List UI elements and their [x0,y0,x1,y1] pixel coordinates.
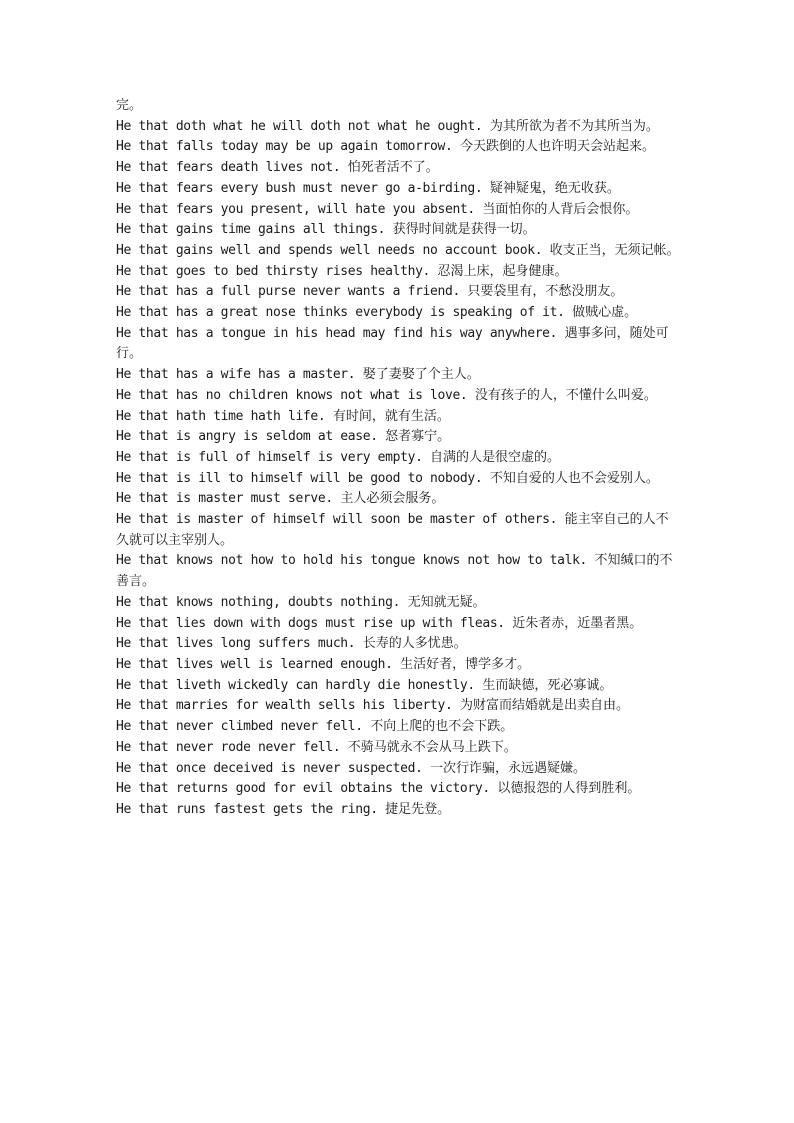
proverb-english: He that knows nothing, doubts nothing. [116,594,401,610]
proverb-line [116,200,680,221]
proverb-english: He that is ill to himself will be good to nobody. [116,470,483,486]
proverb-line [116,262,680,283]
proverb-english: He that gains time gains all things. [116,222,386,238]
proverb-chinese: 疑神疑鬼，绝无收获。 [489,180,620,196]
proverb-line [116,738,680,759]
proverb-chinese: 不向上爬的也不会下跌。 [370,719,514,735]
proverb-line [116,179,680,200]
proverb-english: He that doth what he will doth not what he ought. [116,118,483,134]
proverb-chinese: 不知自爱的人也不会爱别人。 [489,470,659,486]
proverb-english: He that fears death lives not. [116,160,341,176]
proverb-english: He that runs fastest gets the ring. [116,801,378,817]
proverb-english: He that is master must serve. [116,491,333,507]
proverb-english: He that fears you present, will hate you absent. [116,201,475,217]
proverb-chinese: 做贼心虚。 [572,305,638,321]
proverb-chinese: 娶了妻娶了个主人。 [362,367,480,383]
proverb-chinese: 收支正当，无须记帐。 [549,242,680,258]
proverb-line [116,241,680,262]
proverb-line [116,676,680,697]
proverb-chinese: 捷足先登。 [385,801,451,817]
proverb-chinese: 当面怕你的人背后会恨你。 [482,201,639,217]
proverb-english: He that has a full purse never wants a friend. [116,284,460,300]
proverb-line [116,696,680,717]
proverb-line [116,448,680,469]
proverb-line [116,365,680,386]
proverb-chinese: 自满的人是很空虚的。 [430,449,561,465]
proverb-chinese: 获得时间就是获得一切。 [392,222,536,238]
proverb-chinese: 以德报怨的人得到胜利。 [497,781,641,797]
proverb-line [116,407,680,428]
proverb-line [116,779,680,800]
proverb-english: He that once deceived is never suspected. [116,760,423,776]
proverb-chinese: 为其所欲为者不为其所当为。 [489,118,659,134]
proverb-line [116,593,680,614]
proverb-line [116,427,680,448]
document-body [116,96,680,821]
proverb-chinese: 生而缺德，死必寡诚。 [482,677,613,693]
proverb-english: He that returns good for evil obtains the victory. [116,781,490,797]
proverb-english: He that fears every bush must never go a-birding. [116,180,483,196]
proverb-line [116,158,680,179]
proverb-chinese: 无知就无疑。 [407,594,486,610]
proverb-chinese: 怕死者活不了。 [347,160,439,176]
proverb-list [116,117,680,821]
proverb-english: He that hath time hath life. [116,408,326,424]
proverb-chinese: 怒者寡宁。 [385,429,451,445]
lead-fragment: 完。 [116,98,143,113]
proverb-line [116,634,680,655]
proverb-english: He that marries for wealth sells his liberty. [116,698,453,714]
proverb-line [116,282,680,303]
proverb-chinese: 一次行诈骗，永远遇疑嫌。 [430,760,587,776]
proverb-english: He that gains well and spends well needs no account book. [116,242,543,258]
proverb-english: He that has no children knows not what is love. [116,387,468,403]
proverb-english: He that knows not how to hold his tongue knows not how to talk. [116,553,588,569]
proverb-line [116,551,680,592]
proverb-chinese: 近朱者赤，近墨者黑。 [512,615,643,631]
proverb-line [116,303,680,324]
proverb-english: He that lives well is learned enough. [116,656,393,672]
proverb-line [116,717,680,738]
proverb-chinese: 主人必须会服务。 [340,491,445,507]
proverb-english: He that liveth wickedly can hardly die honestly. [116,677,475,693]
proverb-line [116,137,680,158]
proverb-chinese: 不知缄口的不善言。 [116,553,673,590]
proverb-line [116,117,680,138]
proverb-chinese: 为财富而结婚就是出卖自由。 [459,698,629,714]
proverb-english: He that goes to bed thirsty rises healthy. [116,263,431,279]
proverb-line [116,614,680,635]
proverb-line [116,220,680,241]
proverb-chinese: 今天跌倒的人也许明天会站起来。 [459,139,655,155]
proverb-line [116,759,680,780]
proverb-english: He that never rode never fell. [116,739,341,755]
proverb-english: He that has a tongue in his head may find his way anywhere. [116,325,558,341]
proverb-line [116,469,680,490]
proverb-english: He that never climbed never fell. [116,719,363,735]
proverb-english: He that lives long suffers much. [116,636,356,652]
proverb-line [116,655,680,676]
proverb-english: He that has a great nose thinks everybody is speaking of it. [116,305,565,321]
proverb-chinese: 只要袋里有，不愁没朋友。 [467,284,624,300]
proverb-line [116,510,680,551]
proverb-line [116,489,680,510]
proverb-english: He that is master of himself will soon be master of others. [116,512,558,528]
proverb-chinese: 生活好者，博学多才。 [400,656,531,672]
proverb-chinese: 没有孩子的人，不懂什么叫爱。 [474,387,657,403]
proverb-english: He that is angry is seldom at ease. [116,429,378,445]
proverb-chinese: 不骑马就永不会从马上跌下。 [347,739,517,755]
proverb-english: He that has a wife has a master. [116,367,356,383]
proverb-english: He that lies down with dogs must rise up with fleas. [116,615,505,631]
proverb-line [116,324,680,365]
proverb-chinese: 能主宰自己的人不久就可以主宰别人。 [116,512,669,548]
proverb-line [116,800,680,821]
proverb-english: He that falls today may be up again tomorrow. [116,139,453,155]
proverb-chinese: 遇事多问，随处可行。 [116,325,669,362]
proverb-english: He that is full of himself is very empty. [116,449,423,465]
proverb-chinese: 忍渴上床，起身健康。 [437,263,568,279]
proverb-chinese: 有时间，就有生活。 [332,408,450,424]
proverb-chinese: 长寿的人多忧患。 [362,636,467,652]
proverb-line [116,386,680,407]
